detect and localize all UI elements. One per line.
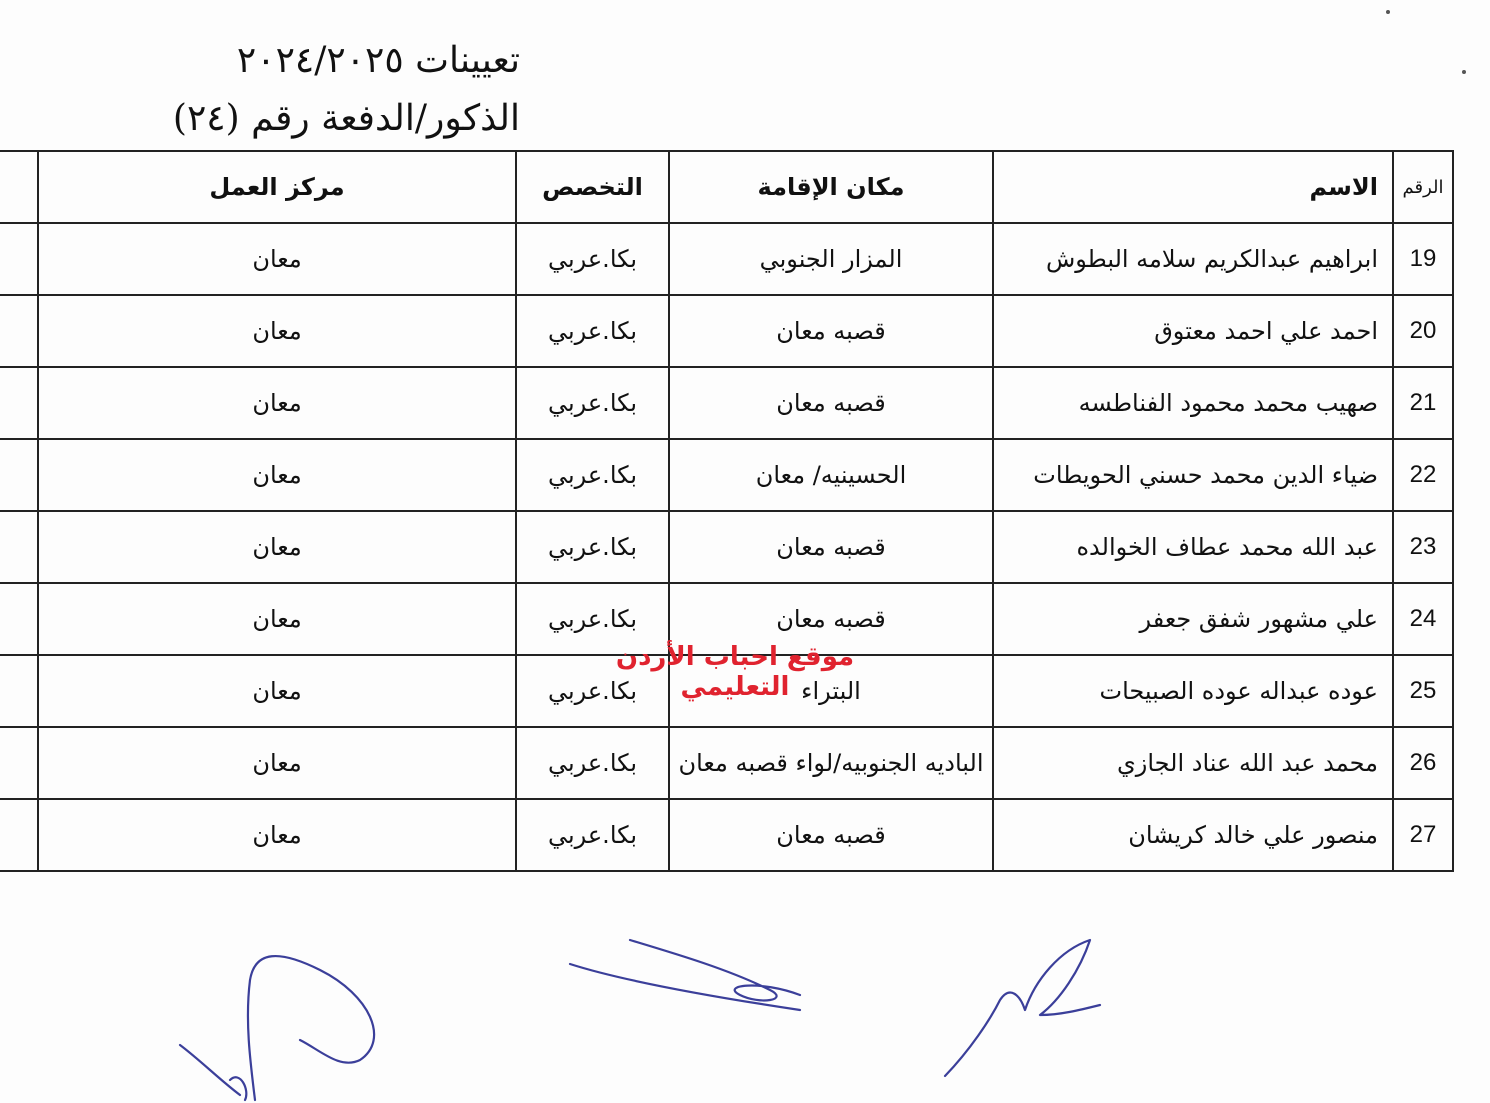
row-name: عبد الله محمد عطاف الخوالده [993, 511, 1393, 583]
row-work-center: معان [38, 583, 516, 655]
table-row [0, 511, 1453, 583]
row-edge [0, 583, 38, 655]
row-residence: الباديه الجنوبيه/لواء قصبه معان [669, 727, 993, 799]
table-header-row [0, 151, 1453, 223]
row-num: 23 [1393, 511, 1453, 583]
row-num: 27 [1393, 799, 1453, 871]
row-work-center: معان [38, 223, 516, 295]
table-row [0, 799, 1453, 871]
signature-1 [180, 956, 374, 1100]
row-specialty: بكا.عربي [516, 583, 669, 655]
row-work-center: معان [38, 367, 516, 439]
row-residence: قصبه معان [669, 367, 993, 439]
row-num: 20 [1393, 295, 1453, 367]
appointments-table [0, 150, 1454, 872]
row-name: احمد علي احمد معتوق [993, 295, 1393, 367]
row-name: منصور علي خالد كريشان [993, 799, 1393, 871]
row-name: ابراهيم عبدالكريم سلامه البطوش [993, 223, 1393, 295]
header-edge [0, 151, 38, 223]
table-row [0, 367, 1453, 439]
row-residence: قصبه معان [669, 583, 993, 655]
row-specialty: بكا.عربي [516, 727, 669, 799]
row-specialty: بكا.عربي [516, 295, 669, 367]
row-work-center: معان [38, 799, 516, 871]
row-edge [0, 799, 38, 871]
row-work-center: معان [38, 439, 516, 511]
signature-2 [570, 940, 800, 1010]
row-specialty: بكا.عربي [516, 439, 669, 511]
row-num: 21 [1393, 367, 1453, 439]
row-residence: قصبه معان [669, 799, 993, 871]
scan-speck [1386, 10, 1390, 14]
row-name: ضياء الدين محمد حسني الحويطات [993, 439, 1393, 511]
row-specialty: بكا.عربي [516, 367, 669, 439]
row-specialty: بكا.عربي [516, 799, 669, 871]
document-subtitle: الذكور/الدفعة رقم (٢٤) [172, 98, 520, 139]
row-num: 24 [1393, 583, 1453, 655]
table-row [0, 727, 1453, 799]
row-num: 26 [1393, 727, 1453, 799]
scan-speck [1462, 70, 1466, 74]
row-edge [0, 223, 38, 295]
row-specialty: بكا.عربي [516, 223, 669, 295]
row-residence: الحسينيه/ معان [669, 439, 993, 511]
row-num: 25 [1393, 655, 1453, 727]
row-name: صهيب محمد محمود الفناطسه [993, 367, 1393, 439]
table-row [0, 295, 1453, 367]
row-work-center: معان [38, 727, 516, 799]
header-num: الرقم [1393, 151, 1453, 223]
row-work-center: معان [38, 655, 516, 727]
header-work-center: مركز العمل [38, 151, 516, 223]
document-title: تعيينات ٢٠٢٤/٢٠٢٥ [236, 40, 520, 81]
row-edge [0, 439, 38, 511]
header-name: الاسم [993, 151, 1393, 223]
row-name: محمد عبد الله عناد الجازي [993, 727, 1393, 799]
signatures [0, 900, 1490, 1103]
row-residence: البتراء [669, 655, 993, 727]
header-residence: مكان الإقامة [669, 151, 993, 223]
row-name: علي مشهور شفق جعفر [993, 583, 1393, 655]
row-residence: قصبه معان [669, 295, 993, 367]
signature-3 [945, 940, 1100, 1076]
row-edge [0, 655, 38, 727]
row-num: 19 [1393, 223, 1453, 295]
row-edge [0, 511, 38, 583]
row-edge [0, 727, 38, 799]
row-residence: قصبه معان [669, 511, 993, 583]
row-residence: المزار الجنوبي [669, 223, 993, 295]
watermark: موقع احباب الأردن التعليمي [615, 642, 855, 702]
row-specialty: بكا.عربي [516, 511, 669, 583]
row-work-center: معان [38, 511, 516, 583]
row-work-center: معان [38, 295, 516, 367]
table-row [0, 223, 1453, 295]
row-name: عوده عبداله عوده الصبيحات [993, 655, 1393, 727]
row-edge [0, 295, 38, 367]
row-specialty: بكا.عربي [516, 655, 669, 727]
row-edge [0, 367, 38, 439]
row-num: 22 [1393, 439, 1453, 511]
header-specialty: التخصص [516, 151, 669, 223]
table-row [0, 439, 1453, 511]
